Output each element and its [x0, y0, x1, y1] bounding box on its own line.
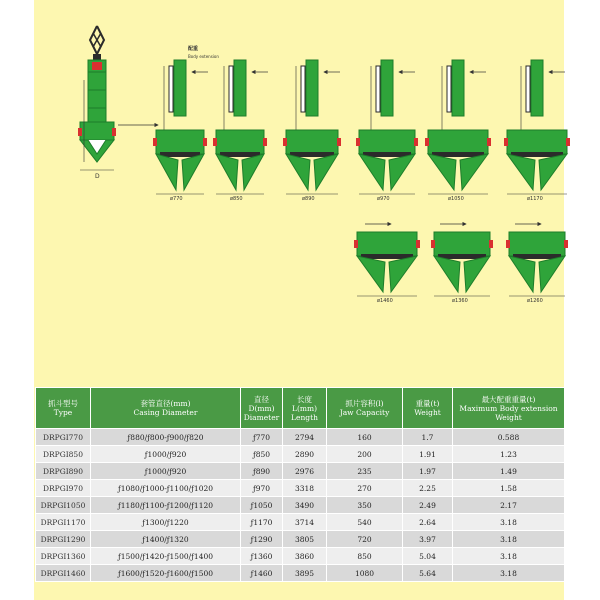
grab-size-label: ø1260	[527, 298, 543, 304]
header-type: 抓斗型号 Type	[36, 388, 91, 429]
table-cell: 1.97	[403, 463, 453, 480]
table-row	[36, 463, 565, 480]
header-weight: 重量(t) Weight	[403, 388, 453, 429]
jaw-hinge-left	[153, 138, 157, 146]
jaw-block	[156, 130, 204, 154]
d-dimension-label: D	[95, 173, 100, 180]
jaw-hinge-right	[337, 138, 341, 146]
table-cell: 1.58	[453, 480, 565, 497]
jaw-hinge-left	[431, 240, 435, 248]
table-cell: 1.49	[453, 463, 565, 480]
extension-bar	[169, 66, 173, 112]
table-row	[36, 531, 565, 548]
jaw-left	[216, 154, 238, 190]
table-cell: ƒ1170	[241, 514, 283, 531]
table-row	[36, 480, 565, 497]
grab-size-label: ø970	[377, 196, 390, 202]
jaw-block	[434, 232, 490, 256]
table-cell: 720	[327, 531, 403, 548]
jaw-right	[389, 256, 417, 292]
table-cell: ƒ1300/ƒ1220	[91, 514, 241, 531]
table-cell: 3.18	[453, 514, 565, 531]
table-cell: 1080	[327, 565, 403, 582]
header-casing-diameter: 套管直径(mm) Casing Diameter	[91, 388, 241, 429]
jaw-hinge-left	[356, 138, 360, 146]
jaw-hinge-right	[487, 138, 491, 146]
table-cell: ƒ1000/ƒ920	[91, 446, 241, 463]
jaw-block	[428, 130, 488, 154]
table-cell: 2.25	[403, 480, 453, 497]
jaw-hinge-right	[203, 138, 207, 146]
table-cell: ƒ1360	[241, 548, 283, 565]
table-cell: ƒ1290	[241, 531, 283, 548]
jaw-right	[314, 154, 338, 190]
table-cell: 850	[327, 548, 403, 565]
table-cell: 2890	[283, 446, 327, 463]
grab-size-label: ø1360	[452, 298, 468, 304]
jaw-right	[182, 154, 204, 190]
table-row	[36, 429, 565, 446]
specification-table	[35, 387, 565, 582]
jaw-hinge-right	[263, 138, 267, 146]
table-cell: 200	[327, 446, 403, 463]
table-cell: DRPGI1360	[36, 548, 91, 565]
extension-bar	[301, 66, 305, 112]
table-cell: 3805	[283, 531, 327, 548]
jaw-block	[357, 232, 417, 256]
table-cell: 2.49	[403, 497, 453, 514]
table-cell: ƒ1460	[241, 565, 283, 582]
body-extension-label-en: Body extension	[188, 54, 219, 59]
jaw-hinge-left	[506, 240, 510, 248]
table-cell: 2976	[283, 463, 327, 480]
body-extension-plate	[174, 60, 186, 116]
table-cell: 270	[327, 480, 403, 497]
jaw-left	[507, 154, 535, 190]
table-cell: 3860	[283, 548, 327, 565]
table-cell: ƒ1600/ƒ1520-ƒ1600/ƒ1500	[91, 565, 241, 582]
table-cell: 2.17	[453, 497, 565, 514]
jaw-hinge-right	[564, 240, 568, 248]
jaw-right	[389, 154, 415, 190]
grab-size-label: ø770	[170, 196, 183, 202]
header-length: 长度 L(mm) Length	[283, 388, 327, 429]
table-cell: DRPGI970	[36, 480, 91, 497]
table-cell: DRPGI770	[36, 429, 91, 446]
table-cell: DRPGI890	[36, 463, 91, 480]
body-extension-plate	[452, 60, 464, 116]
jaw-hinge-right	[489, 240, 493, 248]
jaw-hinge-left	[283, 138, 287, 146]
table-cell: 235	[327, 463, 403, 480]
jaw-hinge-right	[416, 240, 420, 248]
table-cell: 3.97	[403, 531, 453, 548]
table-cell: 3.18	[453, 531, 565, 548]
jaw-right	[460, 154, 488, 190]
table-cell: 3895	[283, 565, 327, 582]
body-extension-plate	[381, 60, 393, 116]
grab-variants	[153, 60, 570, 304]
grab-size-label: ø850	[230, 196, 243, 202]
table-cell: 1.91	[403, 446, 453, 463]
table-cell: ƒ1180/ƒ1100-ƒ1200/ƒ1120	[91, 497, 241, 514]
table-cell: DRPGI850	[36, 446, 91, 463]
table-row	[36, 446, 565, 463]
jaw-block	[507, 130, 567, 154]
table-row	[36, 565, 565, 582]
jaw-left	[156, 154, 178, 190]
table-cell: 0.588	[453, 429, 565, 446]
table-cell: 3318	[283, 480, 327, 497]
jaw-hinge-left	[425, 138, 429, 146]
table-row	[36, 497, 565, 514]
table-cell: 1.7	[403, 429, 453, 446]
table-cell: 2.64	[403, 514, 453, 531]
grab-size-label: ø890	[302, 196, 315, 202]
header-max-extension-weight: 最大配重重量(t) Maximum Body extension Weight	[453, 388, 565, 429]
jaw-hinge-right	[414, 138, 418, 146]
jaw-left	[434, 256, 460, 292]
jaw-left	[509, 256, 535, 292]
jaw-left	[286, 154, 310, 190]
table-cell: 540	[327, 514, 403, 531]
jaw-right	[464, 256, 490, 292]
table-cell: ƒ770	[241, 429, 283, 446]
main-grab-drawing	[78, 26, 116, 180]
jaw-right	[242, 154, 264, 190]
table-cell: ƒ850	[241, 446, 283, 463]
table-cell: 3.18	[453, 565, 565, 582]
table-cell: ƒ1000/ƒ920	[91, 463, 241, 480]
table-header-row	[36, 388, 565, 429]
jaw-hinge-right	[566, 138, 570, 146]
table-row	[36, 548, 565, 565]
jaw-hinge-left	[504, 138, 508, 146]
table-cell: ƒ1050	[241, 497, 283, 514]
table-cell: 3.18	[453, 548, 565, 565]
table-cell: 2794	[283, 429, 327, 446]
table-cell: 5.04	[403, 548, 453, 565]
grab-size-label: ø1460	[377, 298, 393, 304]
jaw-left	[359, 154, 385, 190]
table-row	[36, 514, 565, 531]
table-cell: DRPGI1050	[36, 497, 91, 514]
grab-size-label: ø1170	[527, 196, 543, 202]
jaw-hinge-left	[213, 138, 217, 146]
table-cell: DRPGI1460	[36, 565, 91, 582]
jaw-block	[286, 130, 338, 154]
extension-bar	[376, 66, 380, 112]
body-extension-plate	[531, 60, 543, 116]
jaw-left	[428, 154, 456, 190]
jaw-block	[216, 130, 264, 154]
table-cell: ƒ1400/ƒ1320	[91, 531, 241, 548]
jaw-block	[359, 130, 415, 154]
table-cell: 3490	[283, 497, 327, 514]
body-extension-label-cn: 配重	[188, 46, 199, 52]
grab-size-label: ø1050	[448, 196, 464, 202]
body-extension-plate	[234, 60, 246, 116]
extension-bar	[526, 66, 530, 112]
table-cell: 3714	[283, 514, 327, 531]
jaw-right	[539, 154, 567, 190]
table-cell: ƒ890	[241, 463, 283, 480]
table-cell: 350	[327, 497, 403, 514]
table-cell: 1.23	[453, 446, 565, 463]
extension-bar	[447, 66, 451, 112]
table-cell: DRPGI1290	[36, 531, 91, 548]
table-cell: ƒ880/ƒ800-ƒ900/ƒ820	[91, 429, 241, 446]
extension-bar	[229, 66, 233, 112]
jaw-block	[509, 232, 565, 256]
table-cell: 5.64	[403, 565, 453, 582]
jaw-hinge-left	[354, 240, 358, 248]
jaw-right	[539, 256, 565, 292]
header-jaw-capacity: 抓片容积(l) Jaw Capacity	[327, 388, 403, 429]
table-cell: ƒ1500/ƒ1420-ƒ1500/ƒ1400	[91, 548, 241, 565]
table-cell: 160	[327, 429, 403, 446]
body-extension-plate	[306, 60, 318, 116]
table-cell: DRPGI1170	[36, 514, 91, 531]
table-cell: ƒ970	[241, 480, 283, 497]
header-diameter: 直径 D(mm) Diameter	[241, 388, 283, 429]
jaw-left	[357, 256, 385, 292]
table-cell: ƒ1080/ƒ1000-ƒ1100/ƒ1020	[91, 480, 241, 497]
